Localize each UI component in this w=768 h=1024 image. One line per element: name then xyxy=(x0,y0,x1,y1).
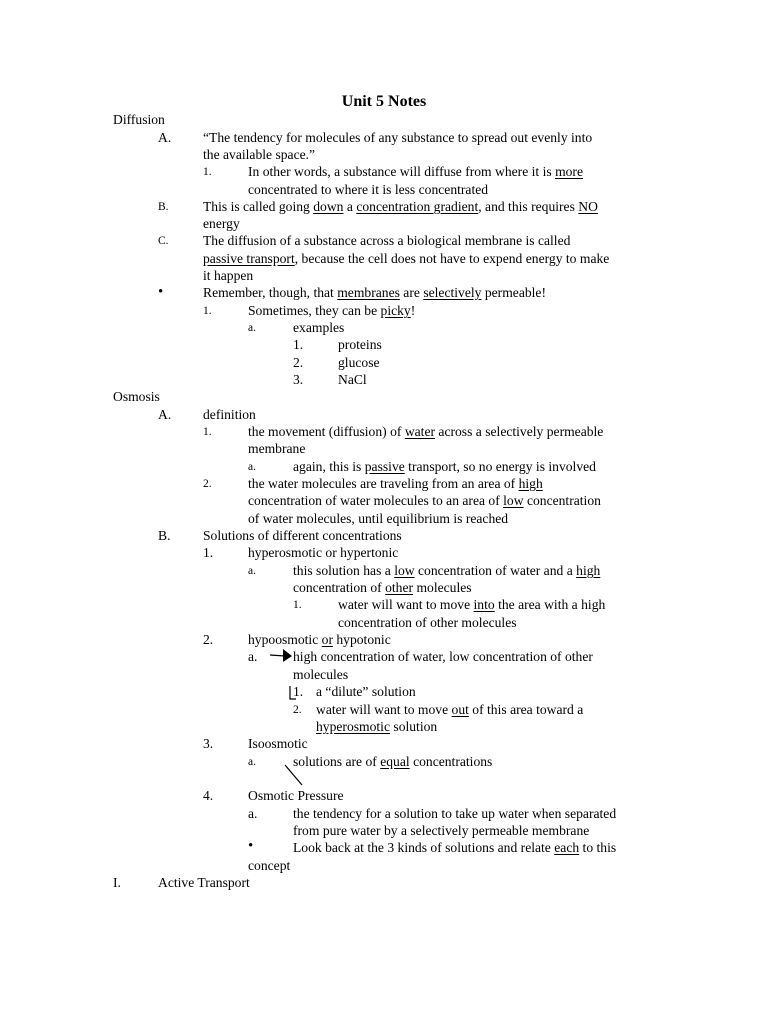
arrow-right-icon xyxy=(268,648,294,664)
list-item-text xyxy=(203,250,609,267)
list-item-text: concentrated to where it is less concentrated xyxy=(248,182,489,197)
list-item-text xyxy=(248,631,391,648)
text-run: this solution has a xyxy=(293,563,395,578)
list-marker: B. xyxy=(158,528,171,543)
text-run: the area with a high xyxy=(494,597,606,612)
list-marker: 4. xyxy=(203,788,214,803)
text-run: concentration of water molecules to an area of xyxy=(248,493,504,508)
list-marker: a. xyxy=(248,756,256,768)
underlined-text: or xyxy=(321,632,333,647)
text-run: again, this is xyxy=(293,459,365,474)
text-run: of this area toward a xyxy=(468,702,584,717)
text-run: , and this requires xyxy=(478,199,579,214)
underlined-text: high xyxy=(576,563,601,578)
list-marker: 1. xyxy=(293,337,304,352)
list-marker: 3. xyxy=(293,372,304,387)
underlined-text: down xyxy=(313,199,344,214)
list-item-text: Solutions of different concentrations xyxy=(203,528,402,543)
text-run: concentration of water and a xyxy=(414,563,577,578)
text-run: across a selectively permeable xyxy=(435,424,604,439)
underlined-text: into xyxy=(473,597,495,612)
underlined-text: concentration gradient xyxy=(356,199,479,214)
underlined-text: NO xyxy=(578,199,598,214)
underlined-text: other xyxy=(385,580,414,595)
list-marker: C. xyxy=(158,235,169,247)
list-marker: 2. xyxy=(203,632,214,647)
underlined-text: low xyxy=(503,493,524,508)
list-item-text: from pure water by a selectively permeable membrane xyxy=(293,823,590,838)
underlined-text: each xyxy=(554,840,580,855)
text-run: permeable! xyxy=(481,285,546,300)
text-run: a xyxy=(343,199,357,214)
text-run: water will want to move xyxy=(316,702,452,717)
list-item-text xyxy=(203,198,598,215)
list-item-text xyxy=(293,458,596,475)
list-item-text: glucose xyxy=(338,355,380,370)
underlined-text: water xyxy=(404,424,436,439)
list-item-text xyxy=(203,284,546,301)
list-item-text: proteins xyxy=(338,337,382,352)
list-item-text: it happen xyxy=(203,268,254,283)
list-marker: A. xyxy=(158,130,172,145)
list-item-text xyxy=(248,423,603,440)
underlined-text: passive transport xyxy=(203,251,295,266)
list-marker: 1. xyxy=(203,426,212,438)
text-run: Sometimes, they can be xyxy=(248,303,381,318)
list-item-text: concept xyxy=(248,858,291,873)
list-item-text: Isoosmotic xyxy=(248,736,308,751)
list-item-text: definition xyxy=(203,407,256,422)
list-item-text xyxy=(293,839,616,856)
section-heading-active-transport: Active Transport xyxy=(158,875,250,890)
list-item-text xyxy=(316,701,583,718)
list-marker: a. xyxy=(248,806,258,821)
underlined-text: passive xyxy=(364,459,405,474)
text-run: , because the cell does not have to expend energy to make xyxy=(294,251,610,266)
list-item-text: hyperosmotic or hypertonic xyxy=(248,545,399,560)
text-run: hypoosmotic xyxy=(248,632,322,647)
list-item-text: high concentration of water, low concentration of other xyxy=(293,649,593,664)
text-run: Remember, though, that xyxy=(203,285,338,300)
underlined-text: selectively xyxy=(423,285,482,300)
list-marker: 1. xyxy=(203,166,212,178)
bullet-marker: • xyxy=(248,838,254,854)
text-run: In other words, a substance will diffuse from where it is xyxy=(248,164,556,179)
list-marker: A. xyxy=(158,407,172,422)
list-marker: 1. xyxy=(203,305,212,317)
list-marker: 1. xyxy=(293,599,302,611)
list-item-text: the available space.” xyxy=(203,147,316,162)
list-item-text: molecules xyxy=(293,667,349,682)
text-run: hypotonic xyxy=(332,632,391,647)
text-run: the movement (diffusion) of xyxy=(248,424,405,439)
underlined-text: out xyxy=(451,702,469,717)
list-item-text: a “dilute” solution xyxy=(316,684,416,699)
list-item-text xyxy=(293,562,600,579)
underlined-text: low xyxy=(394,563,415,578)
list-marker: 1. xyxy=(293,684,304,699)
underlined-text: hyperosmotic xyxy=(316,719,390,734)
list-item-text: The diffusion of a substance across a biological membrane is called xyxy=(203,233,571,248)
list-item-text xyxy=(248,492,601,509)
text-run: ! xyxy=(410,303,416,318)
list-marker: I. xyxy=(113,875,121,890)
underlined-text: picky xyxy=(380,303,411,318)
list-item-text: the tendency for a solution to take up water when separated xyxy=(293,806,617,821)
list-item-text: concentration of other molecules xyxy=(338,615,517,630)
list-marker: a. xyxy=(248,322,256,334)
list-item-text xyxy=(248,475,543,492)
list-item-text: membrane xyxy=(248,441,306,456)
list-marker: 2. xyxy=(293,704,302,716)
list-marker: a. xyxy=(248,461,256,473)
text-run: the water molecules are traveling from an area of xyxy=(248,476,519,491)
text-run: Look back at the 3 kinds of solutions and relate xyxy=(293,840,555,855)
text-run: are xyxy=(399,285,424,300)
list-item-text xyxy=(316,718,437,735)
list-item-text: examples xyxy=(293,320,345,335)
list-marker: a. xyxy=(248,565,256,577)
underlined-text: high xyxy=(518,476,543,491)
list-item-text: NaCl xyxy=(338,372,367,387)
list-item-text: “The tendency for molecules of any substance to spread out evenly into xyxy=(203,130,593,145)
list-item-text xyxy=(293,579,472,596)
text-run: solution xyxy=(390,719,438,734)
underlined-text: more xyxy=(555,164,583,179)
underlined-text: equal xyxy=(380,754,410,769)
section-heading-diffusion: Diffusion xyxy=(113,112,165,127)
text-run: concentration xyxy=(523,493,601,508)
list-item-text: energy xyxy=(203,216,240,231)
list-item-text xyxy=(293,753,492,770)
list-item-text xyxy=(248,163,583,180)
list-marker: B. xyxy=(158,201,169,213)
list-marker: 2. xyxy=(203,478,212,490)
text-run: solutions are of xyxy=(293,754,381,769)
text-run: molecules xyxy=(413,580,472,595)
text-run: transport, so no energy is involved xyxy=(404,459,596,474)
list-item-text xyxy=(338,596,605,613)
section-heading-osmosis: Osmosis xyxy=(113,389,160,404)
text-run: to this xyxy=(579,840,617,855)
list-item-text: of water molecules, until equilibrium is reached xyxy=(248,511,509,526)
list-item-text xyxy=(248,302,415,319)
list-marker: 2. xyxy=(293,355,304,370)
text-run: water will want to move xyxy=(338,597,474,612)
list-marker: 1. xyxy=(203,545,214,560)
underlined-text: membranes xyxy=(337,285,400,300)
list-marker: a. xyxy=(248,649,258,664)
page-title: Unit 5 Notes xyxy=(341,93,427,110)
list-item-text: Osmotic Pressure xyxy=(248,788,344,803)
pen-stroke-icon xyxy=(282,762,306,788)
bullet-marker: • xyxy=(158,284,164,300)
text-run: concentration of xyxy=(293,580,386,595)
text-run: This is called going xyxy=(203,199,314,214)
text-run: concentrations xyxy=(409,754,493,769)
list-marker: 3. xyxy=(203,736,214,751)
